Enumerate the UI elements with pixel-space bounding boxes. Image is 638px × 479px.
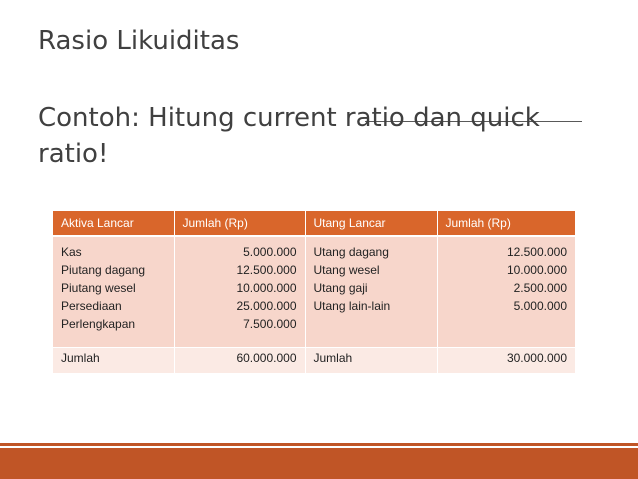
- footer-accent-band: [0, 448, 638, 479]
- asset-amount: 10.000.000: [236, 281, 297, 295]
- asset-name: Perlengkapan: [61, 317, 136, 331]
- header-assets-amount: Jumlah (Rp): [174, 211, 305, 236]
- footer-accent-line: [0, 443, 638, 446]
- asset-amount: 25.000.000: [236, 299, 297, 313]
- asset-amount: 12.500.000: [236, 263, 297, 277]
- liability-amount: 12.500.000: [506, 245, 567, 259]
- asset-amount: 5.000.000: [243, 245, 297, 259]
- total-assets-label: Jumlah: [53, 348, 174, 374]
- total-assets-amount: 60.000.000: [174, 348, 305, 374]
- current-assets-amounts: [174, 236, 305, 348]
- asset-name: Kas: [61, 245, 82, 259]
- liability-name: Utang lain-lain: [313, 299, 391, 313]
- current-liabilities-amounts: [437, 236, 575, 348]
- table-total-row: [53, 348, 575, 374]
- liability-name: Utang dagang: [313, 245, 389, 259]
- total-liabilities-label: Jumlah: [305, 348, 437, 374]
- asset-name: Piutang wesel: [61, 281, 136, 295]
- header-current-liabilities: Utang Lancar: [305, 211, 437, 236]
- liquidity-table: [53, 211, 575, 374]
- slide-subtitle: Contoh: Hitung current ratio dan quick ratio!: [38, 103, 540, 169]
- asset-amount: 7.500.000: [243, 317, 297, 331]
- liability-amount: 10.000.000: [506, 263, 567, 277]
- header-current-assets: Aktiva Lancar: [53, 211, 174, 236]
- slide-title: Rasio Likuiditas: [38, 26, 240, 56]
- table-header-row: [53, 211, 575, 236]
- liability-amount: 2.500.000: [513, 281, 567, 295]
- current-liabilities-names: [305, 236, 437, 348]
- asset-name: Piutang dagang: [61, 263, 146, 277]
- liability-name: Utang gaji: [313, 281, 368, 295]
- liability-name: Utang wesel: [313, 263, 380, 277]
- table-row: [53, 236, 575, 348]
- header-liabilities-amount: Jumlah (Rp): [437, 211, 575, 236]
- total-liabilities-amount: 30.000.000: [437, 348, 575, 374]
- liability-amount: 5.000.000: [513, 299, 567, 313]
- current-assets-names: [53, 236, 174, 348]
- asset-name: Persediaan: [61, 299, 122, 313]
